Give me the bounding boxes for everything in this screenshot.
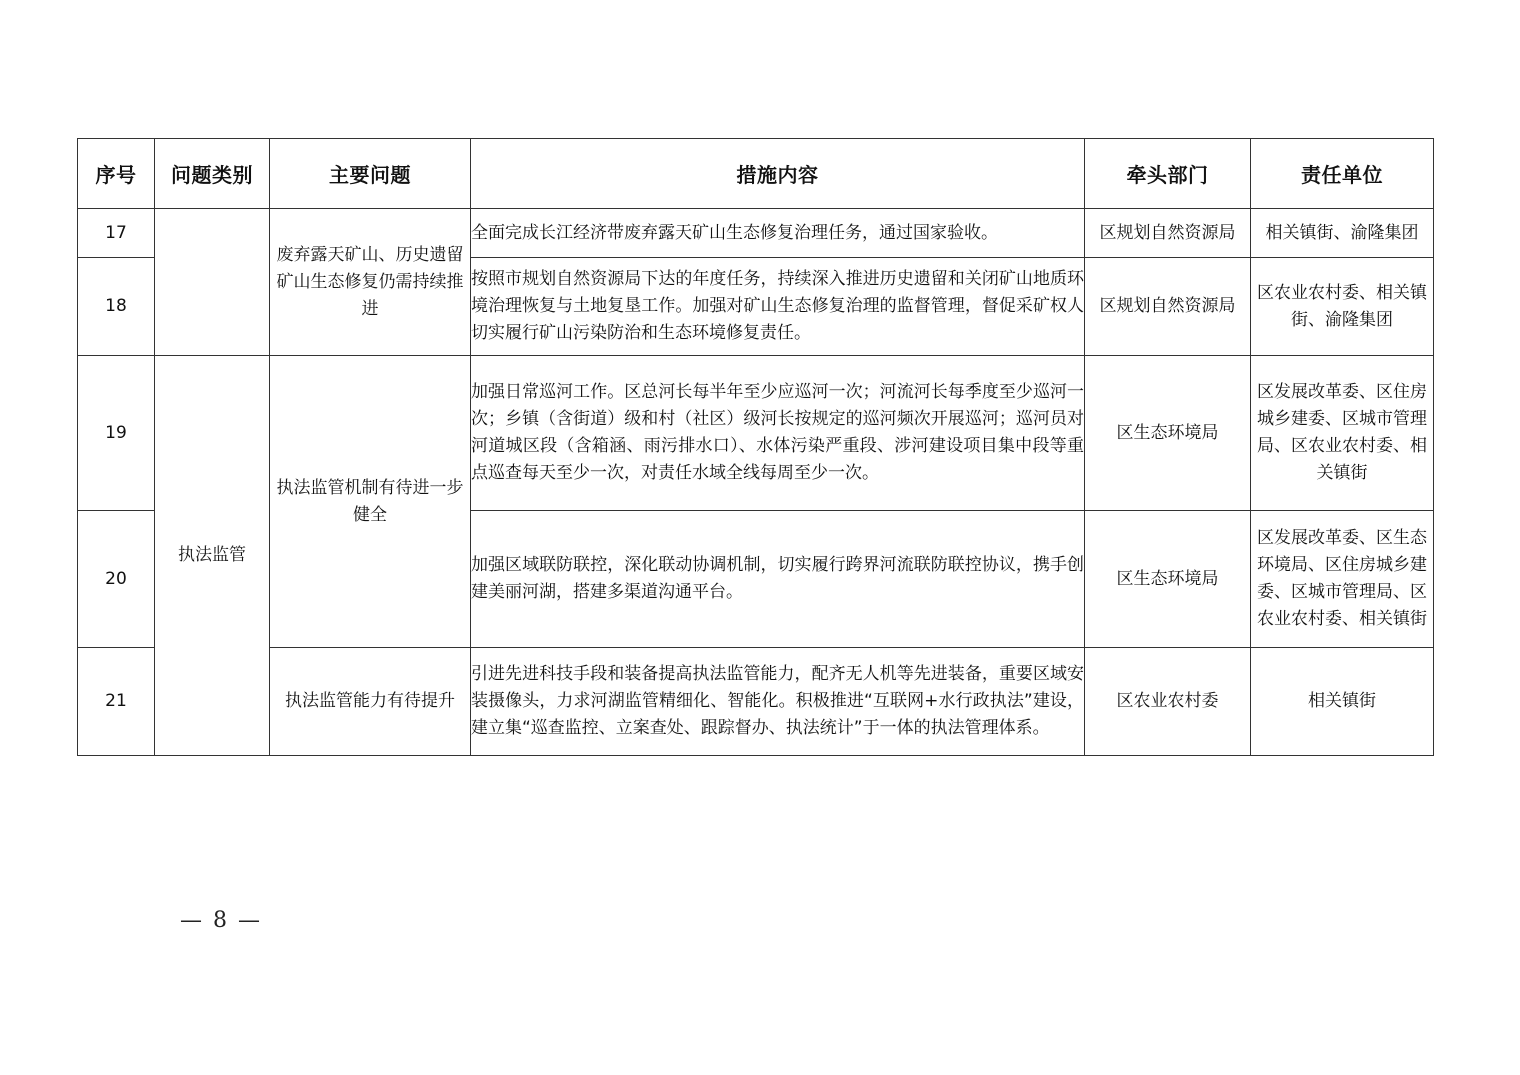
lead-dept-cell: 区农业农村委 bbox=[1085, 648, 1251, 756]
lead-dept-cell: 区规划自然资源局 bbox=[1085, 209, 1251, 258]
row-no: 17 bbox=[78, 209, 155, 258]
header-issue: 主要问题 bbox=[270, 139, 471, 209]
row-no: 20 bbox=[78, 511, 155, 648]
header-category: 问题类别 bbox=[155, 139, 270, 209]
table-row bbox=[78, 356, 1434, 511]
measures-table bbox=[77, 138, 1434, 756]
lead-dept-cell: 区规划自然资源局 bbox=[1085, 258, 1251, 356]
measure-cell: 加强区域联防联控，深化联动协调机制，切实履行跨界河流联防联控协议，携手创建美丽河湖，搭建多渠道沟通平台。 bbox=[471, 511, 1085, 648]
measure-cell: 按照市规划自然资源局下达的年度任务，持续深入推进历史遗留和关闭矿山地质环境治理恢复与土地复垦工作。加强对矿山生态修复治理的监督管理，督促采矿权人切实履行矿山污染防治和生态环境修复责任。 bbox=[471, 258, 1085, 356]
header-no: 序号 bbox=[78, 139, 155, 209]
measure-cell: 全面完成长江经济带废弃露天矿山生态修复治理任务，通过国家验收。 bbox=[471, 209, 1085, 258]
lead-dept-cell: 区生态环境局 bbox=[1085, 511, 1251, 648]
issue-cell: 执法监管能力有待提升 bbox=[270, 648, 471, 756]
table-row bbox=[78, 648, 1434, 756]
resp-unit-cell: 区农业农村委、相关镇街、渝隆集团 bbox=[1251, 258, 1434, 356]
row-no: 18 bbox=[78, 258, 155, 356]
table-header-row bbox=[78, 139, 1434, 209]
table-row bbox=[78, 209, 1434, 258]
issue-cell: 执法监管机制有待进一步健全 bbox=[270, 356, 471, 648]
measure-cell: 加强日常巡河工作。区总河长每半年至少应巡河一次；河流河长每季度至少巡河一次；乡镇（含街道）级和村（社区）级河长按规定的巡河频次开展巡河；巡河员对河道城区段（含箱涵、雨污排水口）、水体污染严重段、涉河建设项目集中段等重点巡查每天至少一次，对责任水域全线每周至少一次。 bbox=[471, 356, 1085, 511]
header-measure: 措施内容 bbox=[471, 139, 1085, 209]
lead-dept-cell: 区生态环境局 bbox=[1085, 356, 1251, 511]
resp-unit-cell: 相关镇街 bbox=[1251, 648, 1434, 756]
measure-cell: 引进先进科技手段和装备提高执法监管能力，配齐无人机等先进装备，重要区域安装摄像头，力求河湖监管精细化、智能化。积极推进“互联网+水行政执法”建设，建立集“巡查监控、立案查处、跟踪督办、执法统计”于一体的执法管理体系。 bbox=[471, 648, 1085, 756]
row-no: 21 bbox=[78, 648, 155, 756]
header-lead-dept: 牵头部门 bbox=[1085, 139, 1251, 209]
page-number: — 8 — bbox=[180, 908, 262, 933]
row-no: 19 bbox=[78, 356, 155, 511]
resp-unit-cell: 相关镇街、渝隆集团 bbox=[1251, 209, 1434, 258]
category-cell bbox=[155, 209, 270, 356]
resp-unit-cell: 区发展改革委、区生态环境局、区住房城乡建委、区城市管理局、区农业农村委、相关镇街 bbox=[1251, 511, 1434, 648]
category-cell: 执法监管 bbox=[155, 356, 270, 756]
issue-cell: 废弃露天矿山、历史遗留矿山生态修复仍需持续推进 bbox=[270, 209, 471, 356]
resp-unit-cell: 区发展改革委、区住房城乡建委、区城市管理局、区农业农村委、相关镇街 bbox=[1251, 356, 1434, 511]
header-resp-unit: 责任单位 bbox=[1251, 139, 1434, 209]
